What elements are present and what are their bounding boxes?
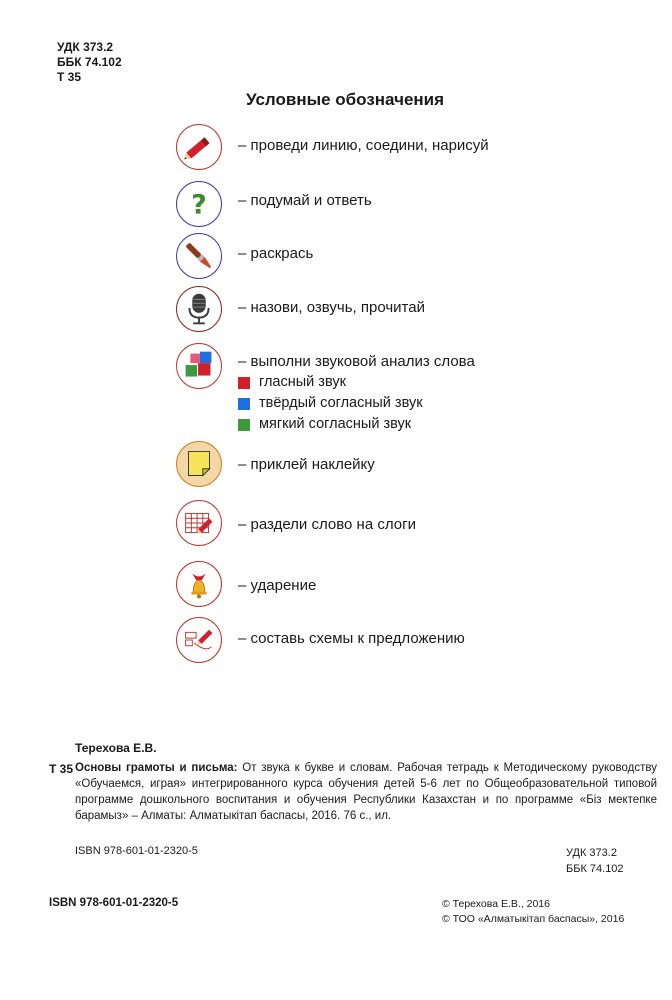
svg-text:?: ? (191, 189, 207, 221)
legend-text-color: – раскрась (238, 245, 314, 262)
legend-text-stress: – ударение (238, 577, 317, 594)
isbn-bold: ISBN 978-601-01-2320-5 (49, 897, 179, 909)
header-udk: УДК 373.2 (57, 40, 114, 54)
bib-title: Основы грамоты и письма: (75, 762, 238, 774)
legend-text-think: – подумай и ответь (238, 192, 372, 209)
scheme-pencil-icon (176, 617, 222, 663)
microphone-icon (176, 286, 222, 332)
legend-text-sound-analysis: – выполни звуковой анализ слова (238, 353, 475, 370)
header-code: Т 35 (57, 70, 82, 84)
bell-icon (176, 561, 222, 607)
label-soft-consonant: мягкий согласный звук (259, 416, 412, 432)
bib-code: Т 35 (49, 762, 74, 776)
bib-description-text: От звука к букве и словам. Рабочая тетрадь к Методическому руководству «Обучаемся, играя» интегрированного курса обучения детей 5-6 лет по Общеобразовательной типовой программе дошкольного воспитания и обучения Республики Казахстан и по программе «Біз мектепке барамыз» – Алматы: Алматыкітап баспасы, 2016. 76 с., ил. (75, 762, 657, 822)
pencil-icon (176, 124, 222, 170)
paintbrush-icon (176, 233, 222, 279)
header-codes (57, 40, 122, 85)
color-squares-icon (176, 343, 222, 389)
legend-text-say: – назови, озвучь, прочитай (238, 299, 425, 316)
copyright (442, 897, 624, 927)
label-hard-consonant: твёрдый согласный звук (259, 395, 423, 411)
question-icon (176, 181, 222, 227)
swatch-hard-consonant (238, 398, 250, 410)
udk-bottom-bbk: ББК 74.102 (566, 863, 624, 875)
label-vowel: гласный звук (259, 374, 346, 390)
legend-text-sticker: – приклей наклейку (238, 456, 375, 473)
header-bbk: ББК 74.102 (57, 55, 122, 69)
swatch-soft-consonant (238, 419, 250, 431)
copyright-publisher: © ТОО «Алматыкітап баспасы», 2016 (442, 913, 625, 925)
udk-bottom (566, 845, 624, 877)
isbn-small: ISBN 978-601-01-2320-5 (75, 845, 198, 857)
bib-description (75, 760, 657, 824)
legend-text-syllables: – раздели слово на слоги (238, 516, 416, 533)
copyright-author: © Терехова Е.В., 2016 (442, 898, 550, 910)
legend-title: Условные обозначения (245, 90, 445, 109)
udk-bottom-udk: УДК 373.2 (566, 847, 617, 859)
legend-text-scheme: – составь схемы к предложению (238, 630, 465, 647)
swatch-vowel (238, 377, 250, 389)
legend-text-draw: – проведи линию, соедини, нарисуй (238, 137, 489, 154)
grid-pencil-icon (176, 500, 222, 546)
bib-author: Терехова Е.В. (75, 741, 157, 755)
sticker-icon (176, 441, 222, 487)
